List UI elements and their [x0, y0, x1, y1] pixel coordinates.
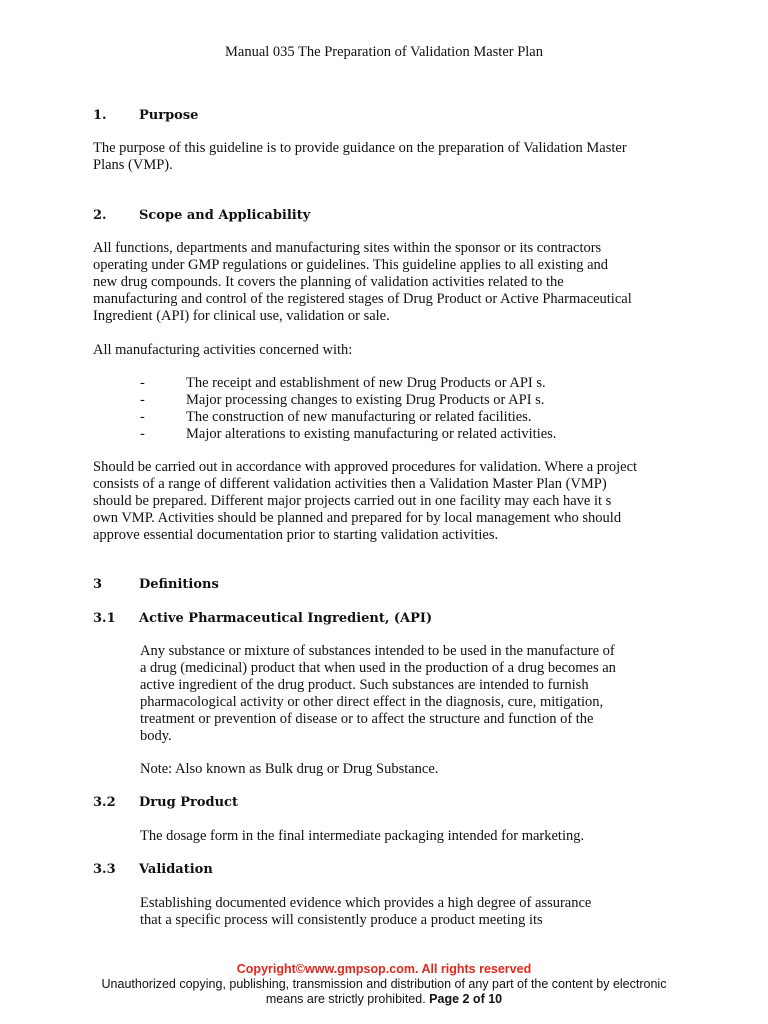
dash-marker: - — [140, 426, 145, 442]
text-line: Establishing documented evidence which provides a high degree of assurance — [140, 895, 592, 911]
section-3-2-body: The dosage form in the final intermediate packaging intended for marketing. — [140, 828, 585, 844]
text-line: active ingredient of the drug product. Such substances are intended to furnish — [140, 677, 589, 693]
section-title: Validation — [139, 862, 213, 877]
notice-line: means are strictly prohibited. Page 2 of 10 — [265, 992, 503, 1006]
section-number: 2. — [93, 208, 107, 223]
dash-marker: - — [140, 375, 145, 391]
section-title: Active Pharmaceutical Ingredient, (API) — [139, 611, 433, 626]
list-item: - The receipt and establishment of new Drug Products or API s. — [140, 375, 546, 391]
page-number: Page 2 of 10 — [429, 992, 503, 1006]
text-line: body. — [140, 728, 172, 744]
text-line: Any substance or mixture of substances intended to be used in the manufacture of — [140, 643, 615, 659]
dash-marker: - — [140, 409, 145, 425]
section-number: 3.1 — [93, 611, 116, 626]
list-item: - The construction of new manufacturing or related facilities. — [140, 409, 532, 425]
dash-marker: - — [140, 392, 145, 408]
usage-notice — [0, 977, 768, 1007]
section-2-body — [93, 240, 693, 325]
text-line: Should be carried out in accordance with approved procedures for validation. Where a project — [93, 459, 638, 475]
text-line: approve essential documentation prior to starting validation activities. — [93, 527, 499, 543]
section-3-1-note: Note: Also known as Bulk drug or Drug Substance. — [140, 761, 439, 777]
text-line: new drug compounds. It covers the planning of validation activities related to the — [93, 274, 564, 290]
section-number: 3 — [93, 577, 103, 592]
text-line: pharmacological activity or other direct effect in the diagnosis, cure, mitigation, — [140, 694, 604, 710]
text-line: All functions, departments and manufacturing sites within the sponsor or its contractors — [93, 240, 602, 256]
section-3-heading — [93, 577, 219, 592]
text-line: operating under GMP regulations or guidelines. This guideline applies to all existing and — [93, 257, 609, 273]
section-title: Purpose — [139, 108, 199, 123]
notice-line: Unauthorized copying, publishing, transmission and distribution of any part of the content by electronic — [101, 977, 667, 991]
text-line: Plans (VMP). — [93, 157, 173, 173]
section-2-heading — [93, 208, 310, 223]
text-line: The purpose of this guideline is to provide guidance on the preparation of Validation Master — [93, 140, 627, 156]
section-number: 1. — [93, 108, 107, 123]
section-title: Drug Product — [139, 795, 238, 810]
section-3-3-body — [140, 895, 680, 929]
copyright-notice: Copyright©www.gmpsop.com. All rights reserved — [236, 962, 532, 976]
section-3-1-body — [140, 643, 680, 745]
text-line: treatment or prevention of disease or to affect the structure and function of the — [140, 711, 594, 727]
section-3-1-heading — [93, 611, 432, 626]
page-header: Manual 035 The Preparation of Validation Master Plan — [225, 44, 543, 60]
section-title: Definitions — [139, 577, 219, 592]
text-line: a drug (medicinal) product that when used in the production of a drug becomes an — [140, 660, 616, 676]
section-number: 3.2 — [93, 795, 116, 810]
section-2-closing — [93, 459, 693, 544]
text-line: own VMP. Activities should be planned and prepared for by local management who should — [93, 510, 622, 526]
section-3-3-heading — [93, 862, 213, 877]
bullet-list — [140, 375, 556, 443]
section-1-heading — [93, 108, 198, 123]
section-3-2-heading — [93, 795, 238, 810]
section-title: Scope and Applicability — [139, 208, 311, 223]
list-item: - Major alterations to existing manufacturing or related activities. — [140, 426, 557, 442]
text-line: manufacturing and control of the registered stages of Drug Product or Active Pharmaceutical — [93, 291, 632, 307]
text-line: Ingredient (API) for clinical use, validation or sale. — [93, 308, 390, 324]
section-number: 3.3 — [93, 862, 116, 877]
text-line: consists of a range of different validation activities then a Validation Master Plan (VMP) — [93, 476, 607, 492]
text-line: that a specific process will consistently produce a product meeting its — [140, 912, 543, 928]
text-line: should be prepared. Different major projects carried out in one facility may each have it s — [93, 493, 612, 509]
section-2-intro: All manufacturing activities concerned with: — [93, 342, 353, 358]
list-item: - Major processing changes to existing Drug Products or API s. — [140, 392, 545, 408]
section-1-body — [93, 140, 693, 174]
